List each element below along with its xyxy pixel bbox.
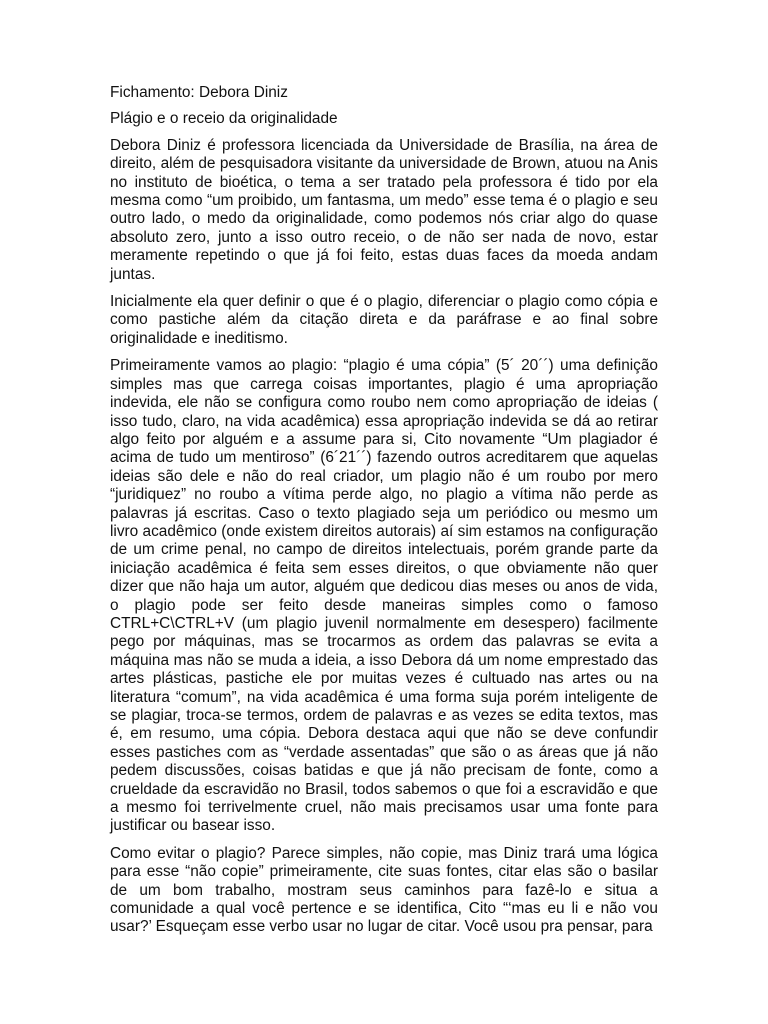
- paragraph-plagio-definition: Primeiramente vamos ao plagio: “plagio é uma cópia” (5´ 20´´) uma definição simples mas que carrega coisas importantes, plagio é uma apropriação indevida, ele não se configura como roubo nem como apropriação de ideias ( isso tudo, claro, na vida acadêmica) essa apropriação indevida se dá ao retirar algo feito por alguém e a assume para si, Cito novamente “Um plagiador é acima de tudo um mentiroso” (6´21´´) fazendo outros acreditarem que aquelas ideias são dele e não do real criador, um plagio não é um roubo por mero “juridiquez” no roubo a vítima perde algo, no plagio a vítima não perde as palavras já escritas. Caso o texto plagiado seja um periódico ou mesmo um livro acadêmico (onde existem direitos autorais) aí sim estamos na configuração de um crime penal, no campo de direitos intelectuais, porém grande parte da iniciação acadêmica é feita sem esses direitos, o que obviamente não quer dizer que não haja um autor, alguém que dedicou dias meses ou anos de vida, o plagio pode ser feito desde maneiras simples como o famoso CTRL+C\CTRL+V (um plagio juvenil normalmente em desespero) facilmente pego por máquinas, mas se trocarmos as ordem das palavras se evita a máquina mas não se muda a ideia, a isso Debora dá um nome emprestado das artes plásticas, pastiche ele por muitas vezes é cultuado nas artes ou na literatura “comum”, na vida acadêmica é uma forma suja porém inteligente de se plagiar, troca-se termos, ordem de palavras e as vezes se edita textos, mas é, em resumo, uma cópia. Debora destaca aqui que não se deve confundir esses pastiches com as “verdade assentadas” que são o as áreas que já não pedem discussões, coisas batidas e que já não precisam de fonte, como a crueldade da escravidão no Brasil, todos sabemos o que foi a escravidão e que a mesmo foi terrivelmente cruel, não mais precisamos usar uma fonte para justificar ou basear isso.: [110, 357, 658, 835]
- document-subheading: Plágio e o receio da originalidade: [110, 110, 338, 128]
- document-page: [110, 84, 658, 937]
- paragraph-overview: Inicialmente ela quer definir o que é o plagio, diferenciar o plagio como cópia e como pastiche além da citação direta e da paráfrase e ao final sobre originalidade e ineditismo.: [110, 293, 658, 347]
- document-heading: Fichamento: Debora Diniz: [110, 84, 288, 101]
- paragraph-avoid-plagio: Como evitar o plagio? Parece simples, não copie, mas Diniz trará uma lógica para esse “não copie” primeiramente, cite suas fontes, citar elas são o basilar de um bom trabalho, mostram seus caminhos para fazê-lo e situa a comunidade a qual você pertence e se identifica, Cito “‘mas eu li e não vou usar?’ Esqueçam esse verbo usar no lugar de citar. Você usou pra pensar, para: [110, 844, 658, 936]
- paragraph-intro: Debora Diniz é professora licenciada da Universidade de Brasília, na área de direito, além de pesquisadora visitante da universidade de Brown, atuou na Anis no instituto de bioética, o tema a ser tratado pela professora é tido por ela mesma como “um proibido, um fantasma, um medo” esse tema é o plagio e seu outro lado, o medo da originalidade, como podemos nós criar algo do quase absoluto zero, junto a isso outro receio, o de não ser nada de novo, estar meramente repetindo o que já foi feito, estas duas faces da moeda andam juntas.: [110, 136, 658, 283]
